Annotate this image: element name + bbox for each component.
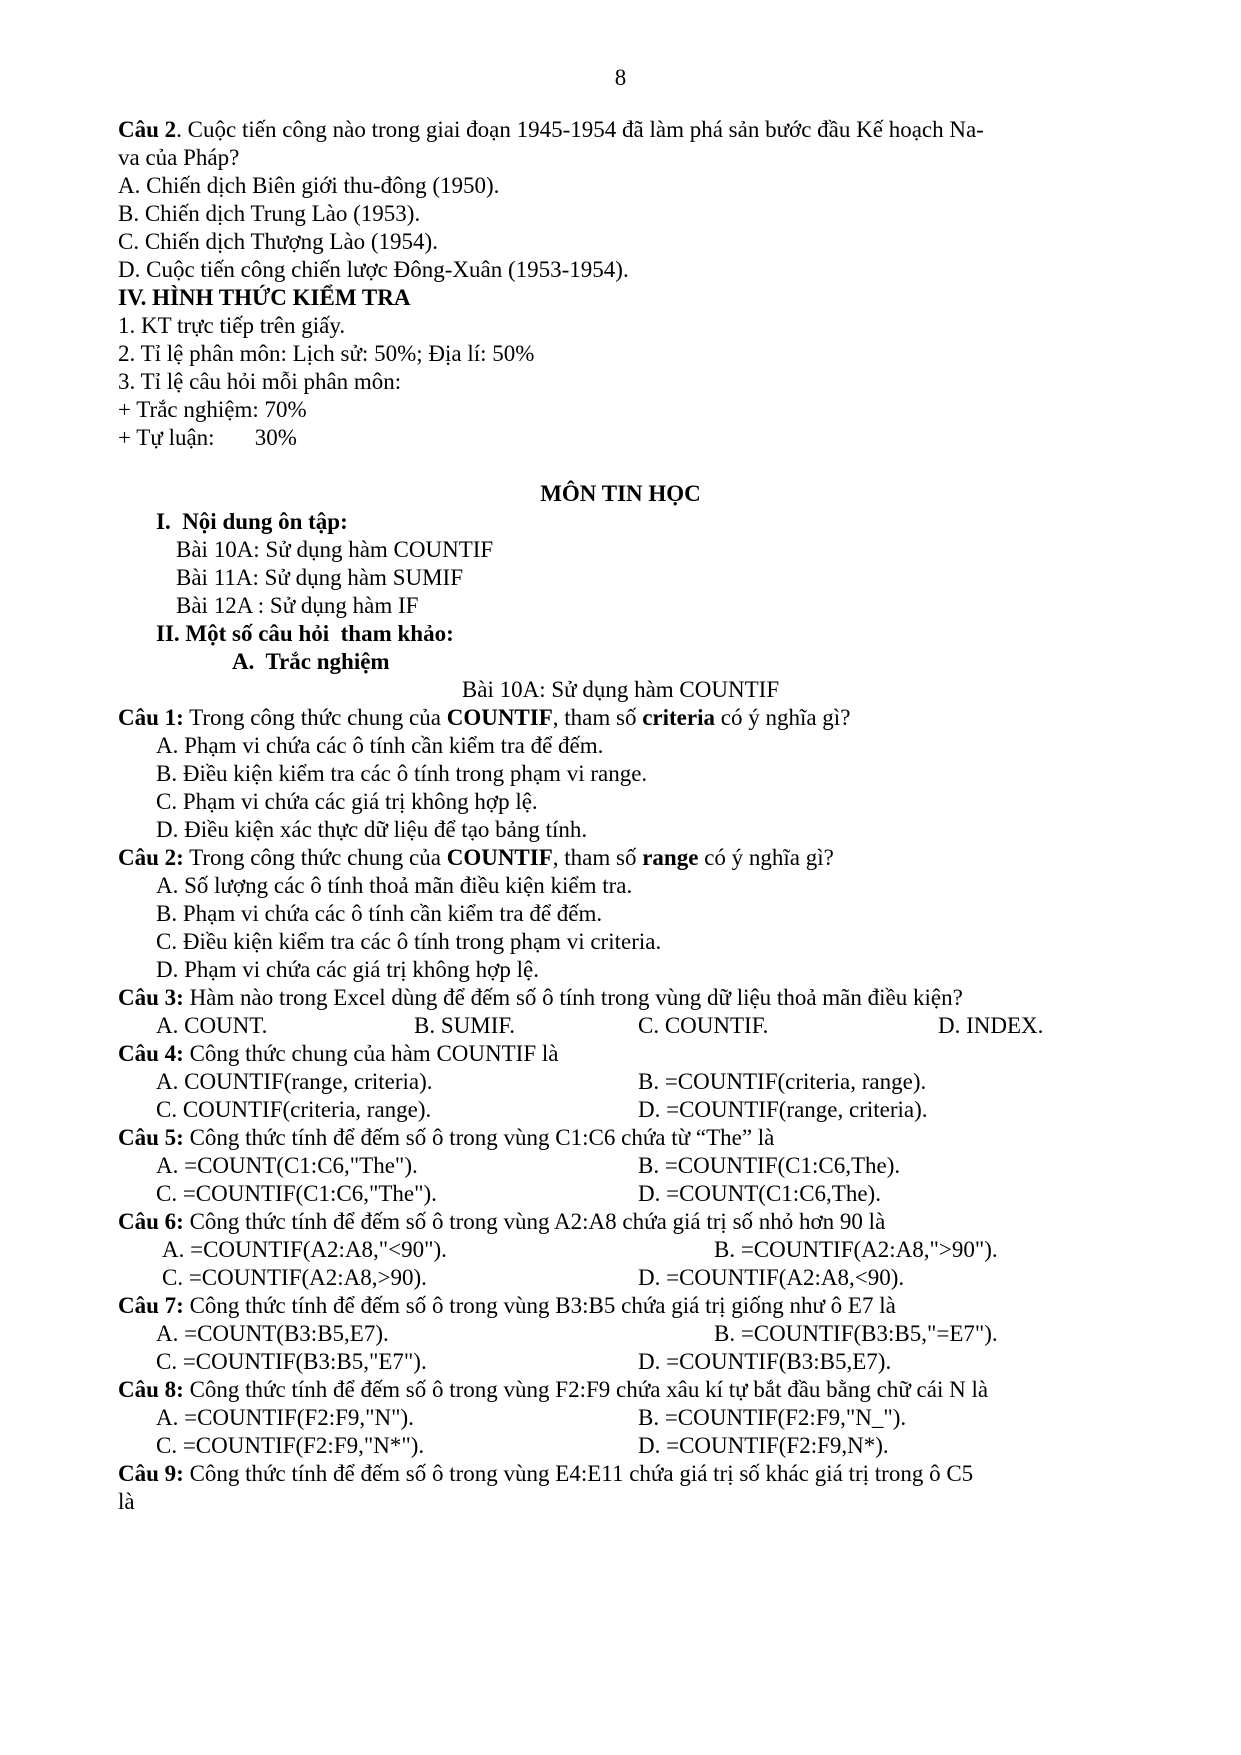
answer-option: A. COUNTIF(range, criteria).	[156, 1069, 433, 1094]
answer-option: A. Số lượng các ô tính thoả mãn điều kiện kiểm tra.	[156, 873, 633, 898]
section1-heading: I. Nội dung ôn tập:	[156, 509, 348, 534]
answer-option: A. Phạm vi chứa các ô tính cần kiểm tra để đếm.	[156, 733, 604, 758]
question-text: Công thức tính để đếm số ô trong vùng F2:F9 chứa xâu kí tự bắt đầu bằng chữ cái N là	[183, 1377, 989, 1402]
question-label: Câu 9:	[118, 1461, 184, 1486]
question-5	[118, 1124, 774, 1152]
answer-option: A. =COUNT(B3:B5,E7).	[156, 1321, 389, 1346]
page-number: 8	[614, 65, 627, 90]
answer-option: A. =COUNTIF(F2:F9,"N").	[156, 1405, 414, 1430]
answer-option: C. =COUNTIF(F2:F9,"N*").	[156, 1433, 425, 1458]
answer-option: D. =COUNTIF(range, criteria).	[638, 1097, 928, 1122]
question-text: Công thức tính để đếm số ô trong vùng E4:E11 chứa giá trị số khác giá trị trong ô C5	[183, 1461, 974, 1486]
history-option-d: D. Cuộc tiến công chiến lược Đông-Xuân (1953-1954).	[118, 257, 629, 282]
history-question-text: . Cuộc tiến công nào trong giai đoạn 1945-1954 đã làm phá sản bước đầu Kế hoạch Na-	[176, 117, 984, 142]
question-keyword: COUNTIF	[446, 845, 553, 870]
question-label: Câu 8:	[118, 1377, 184, 1402]
question-keyword: criteria	[642, 705, 715, 730]
question-label: Câu 2:	[118, 845, 184, 870]
subject-title: MÔN TIN HỌC	[540, 481, 701, 506]
question-text: Công thức tính để đếm số ô trong vùng C1:C6 chứa từ “The” là	[183, 1125, 775, 1150]
question-6	[118, 1208, 885, 1236]
history-question-line2: va của Pháp?	[118, 145, 240, 170]
lesson-item: Bài 11A: Sử dụng hàm SUMIF	[176, 565, 463, 590]
answer-option: A. =COUNTIF(A2:A8,"<90").	[162, 1237, 447, 1262]
answer-option: B. Phạm vi chứa các ô tính cần kiểm tra để đếm.	[156, 901, 603, 926]
question-label: Câu 4:	[118, 1041, 184, 1066]
history-question-label: Câu 2	[118, 117, 177, 142]
lesson-item: Bài 10A: Sử dụng hàm COUNTIF	[176, 537, 494, 562]
exam-form-heading: IV. HÌNH THỨC KIỂM TRA	[118, 285, 411, 310]
question-label: Câu 3:	[118, 985, 184, 1010]
question-2	[118, 844, 834, 872]
answer-option: C. =COUNTIF(B3:B5,"E7").	[156, 1349, 427, 1374]
history-option-b: B. Chiến dịch Trung Lào (1953).	[118, 201, 421, 226]
answer-option: D. =COUNTIF(F2:F9,N*).	[638, 1433, 889, 1458]
exam-form-item: + Tự luận: 30%	[118, 425, 297, 450]
answer-option: B. =COUNTIF(criteria, range).	[638, 1069, 927, 1094]
question-7	[118, 1292, 896, 1320]
answer-option: C. =COUNTIF(C1:C6,"The").	[156, 1181, 437, 1206]
question-text: Trong công thức chung của	[183, 705, 447, 730]
answer-option: D. =COUNT(C1:C6,The).	[638, 1181, 881, 1206]
answer-option: B. SUMIF.	[414, 1013, 516, 1038]
question-keyword: range	[642, 845, 699, 870]
answer-option: B. =COUNTIF(B3:B5,"=E7").	[714, 1321, 998, 1346]
exam-form-item: 1. KT trực tiếp trên giấy.	[118, 313, 346, 338]
answer-option: B. Điều kiện kiểm tra các ô tính trong phạm vi range.	[156, 761, 648, 786]
question-9	[118, 1460, 973, 1488]
question-text: Công thức tính để đếm số ô trong vùng B3:B5 chứa giá trị giống như ô E7 là	[183, 1293, 896, 1318]
question-label: Câu 7:	[118, 1293, 184, 1318]
question-text: Công thức tính để đếm số ô trong vùng A2:A8 chứa giá trị số nhỏ hơn 90 là	[183, 1209, 886, 1234]
question-label: Câu 1:	[118, 705, 184, 730]
question-text: , tham số	[552, 705, 643, 730]
question-text: Trong công thức chung của	[183, 845, 447, 870]
answer-option: C. Điều kiện kiểm tra các ô tính trong phạm vi criteria.	[156, 929, 662, 954]
answer-option: B. =COUNTIF(C1:C6,The).	[638, 1153, 901, 1178]
answer-option: C. COUNTIF(criteria, range).	[156, 1097, 432, 1122]
section2-heading: II. Một số câu hỏi tham khảo:	[156, 621, 454, 646]
lesson-title: Bài 10A: Sử dụng hàm COUNTIF	[461, 677, 780, 702]
history-option-c: C. Chiến dịch Thượng Lào (1954).	[118, 229, 438, 254]
question-4	[118, 1040, 558, 1068]
question-text: có ý nghĩa gì?	[698, 845, 834, 870]
question-3	[118, 984, 963, 1012]
exam-form-item: + Trắc nghiệm: 70%	[118, 397, 307, 422]
question-keyword: COUNTIF	[446, 705, 553, 730]
answer-option: A. COUNT.	[156, 1013, 268, 1038]
answer-option: A. =COUNT(C1:C6,"The").	[156, 1153, 418, 1178]
answer-option: B. =COUNTIF(F2:F9,"N_").	[638, 1405, 907, 1430]
history-option-a: A. Chiến dịch Biên giới thu-đông (1950).	[118, 173, 500, 198]
question-text: Hàm nào trong Excel dùng để đếm số ô tính trong vùng dữ liệu thoả mãn điều kiện?	[183, 985, 963, 1010]
answer-option: B. =COUNTIF(A2:A8,">90").	[714, 1237, 998, 1262]
question-text: , tham số	[552, 845, 643, 870]
exam-form-item: 2. Tỉ lệ phân môn: Lịch sử: 50%; Địa lí: 50%	[118, 341, 535, 366]
answer-option: C. COUNTIF.	[638, 1013, 769, 1038]
question-text: Công thức chung của hàm COUNTIF là	[183, 1041, 559, 1066]
question-text: có ý nghĩa gì?	[715, 705, 851, 730]
history-question-line1	[118, 116, 984, 144]
exam-form-item: 3. Tỉ lệ câu hỏi mỗi phân môn:	[118, 369, 402, 394]
question-9-line2: là	[118, 1489, 135, 1514]
answer-option: C. =COUNTIF(A2:A8,>90).	[162, 1265, 427, 1290]
answer-option: D. =COUNTIF(B3:B5,E7).	[638, 1349, 892, 1374]
lesson-item: Bài 12A : Sử dụng hàm IF	[176, 593, 419, 618]
answer-option: D. Điều kiện xác thực dữ liệu để tạo bảng tính.	[156, 817, 588, 842]
section2-subheading: A. Trắc nghiệm	[232, 649, 390, 674]
question-8	[118, 1376, 988, 1404]
question-1	[118, 704, 850, 732]
answer-option: D. Phạm vi chứa các giá trị không hợp lệ.	[156, 957, 539, 982]
question-label: Câu 6:	[118, 1209, 184, 1234]
answer-option: D. =COUNTIF(A2:A8,<90).	[638, 1265, 905, 1290]
question-label: Câu 5:	[118, 1125, 184, 1150]
answer-option: D. INDEX.	[938, 1013, 1044, 1038]
answer-option: C. Phạm vi chứa các giá trị không hợp lệ.	[156, 789, 538, 814]
